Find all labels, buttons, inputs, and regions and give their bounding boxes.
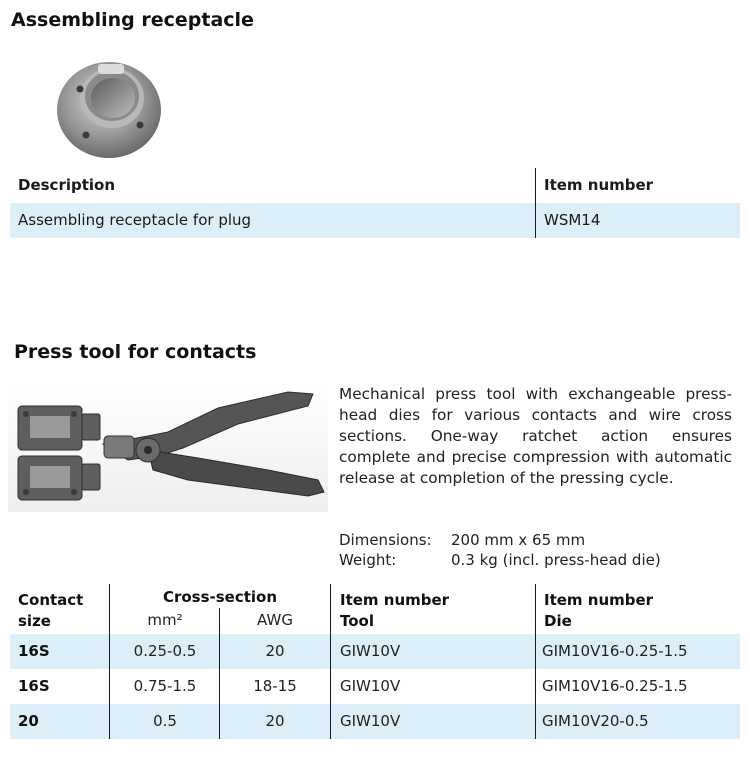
dimensions-label: Dimensions: — [339, 531, 432, 549]
cell-item-tool: GIW10V — [340, 642, 401, 660]
cell-item-tool: GIW10V — [340, 677, 401, 695]
column-header-tool: Tool — [340, 612, 374, 630]
column-header-mm2: mm² — [147, 611, 183, 629]
cell-item-die: GIM10V20-0.5 — [542, 712, 649, 730]
table-divider — [330, 584, 331, 739]
weight-value: 0.3 kg (incl. press-head die) — [451, 551, 661, 569]
dimensions-value: 200 mm x 65 mm — [451, 531, 586, 549]
cell-mm2: 0.75-1.5 — [133, 677, 197, 695]
cell-contact-size: 16S — [18, 677, 50, 695]
column-header-item-number-tool: Item number — [340, 591, 450, 609]
cell-mm2: 0.5 — [153, 712, 177, 730]
table-cell-item-number: WSM14 — [544, 211, 601, 229]
cell-item-die: GIM10V16-0.25-1.5 — [542, 677, 688, 695]
cell-contact-size: 16S — [18, 642, 50, 660]
column-header-item-number: Item number — [544, 176, 654, 194]
table-divider — [219, 608, 220, 739]
cell-mm2: 0.25-0.5 — [133, 642, 197, 660]
column-header-size: size — [18, 612, 51, 630]
press-tool-image — [8, 384, 328, 512]
cell-contact-size: 20 — [18, 712, 39, 730]
column-header-die: Die — [544, 612, 572, 630]
cell-awg: 18-15 — [253, 677, 297, 695]
column-header-description: Description — [18, 176, 116, 194]
press-tool-description: Mechanical press tool with exchangeable press-head dies for various contacts and wire cross sections. One-way ratchet action ensures complete and precise compression with automatic release at completion of the pressing cycle. — [339, 385, 732, 487]
table-divider — [535, 168, 536, 238]
table-divider — [109, 584, 110, 739]
section-title-assembling-receptacle: Assembling receptacle — [11, 9, 254, 31]
section-title-press-tool: Press tool for contacts — [14, 341, 257, 363]
column-header-contact: Contact — [18, 591, 84, 609]
weight-label: Weight: — [339, 551, 397, 569]
cell-awg: 20 — [265, 642, 285, 660]
cell-awg: 20 — [265, 712, 285, 730]
cell-item-die: GIM10V16-0.25-1.5 — [542, 642, 688, 660]
cell-item-tool: GIW10V — [340, 712, 401, 730]
column-header-item-number-die: Item number — [544, 591, 654, 609]
assembling-receptacle-image — [56, 56, 166, 160]
column-header-cross-section: Cross-section — [162, 588, 278, 606]
table-divider — [535, 584, 536, 739]
table-cell-description: Assembling receptacle for plug — [18, 211, 252, 229]
column-header-awg: AWG — [257, 611, 293, 629]
